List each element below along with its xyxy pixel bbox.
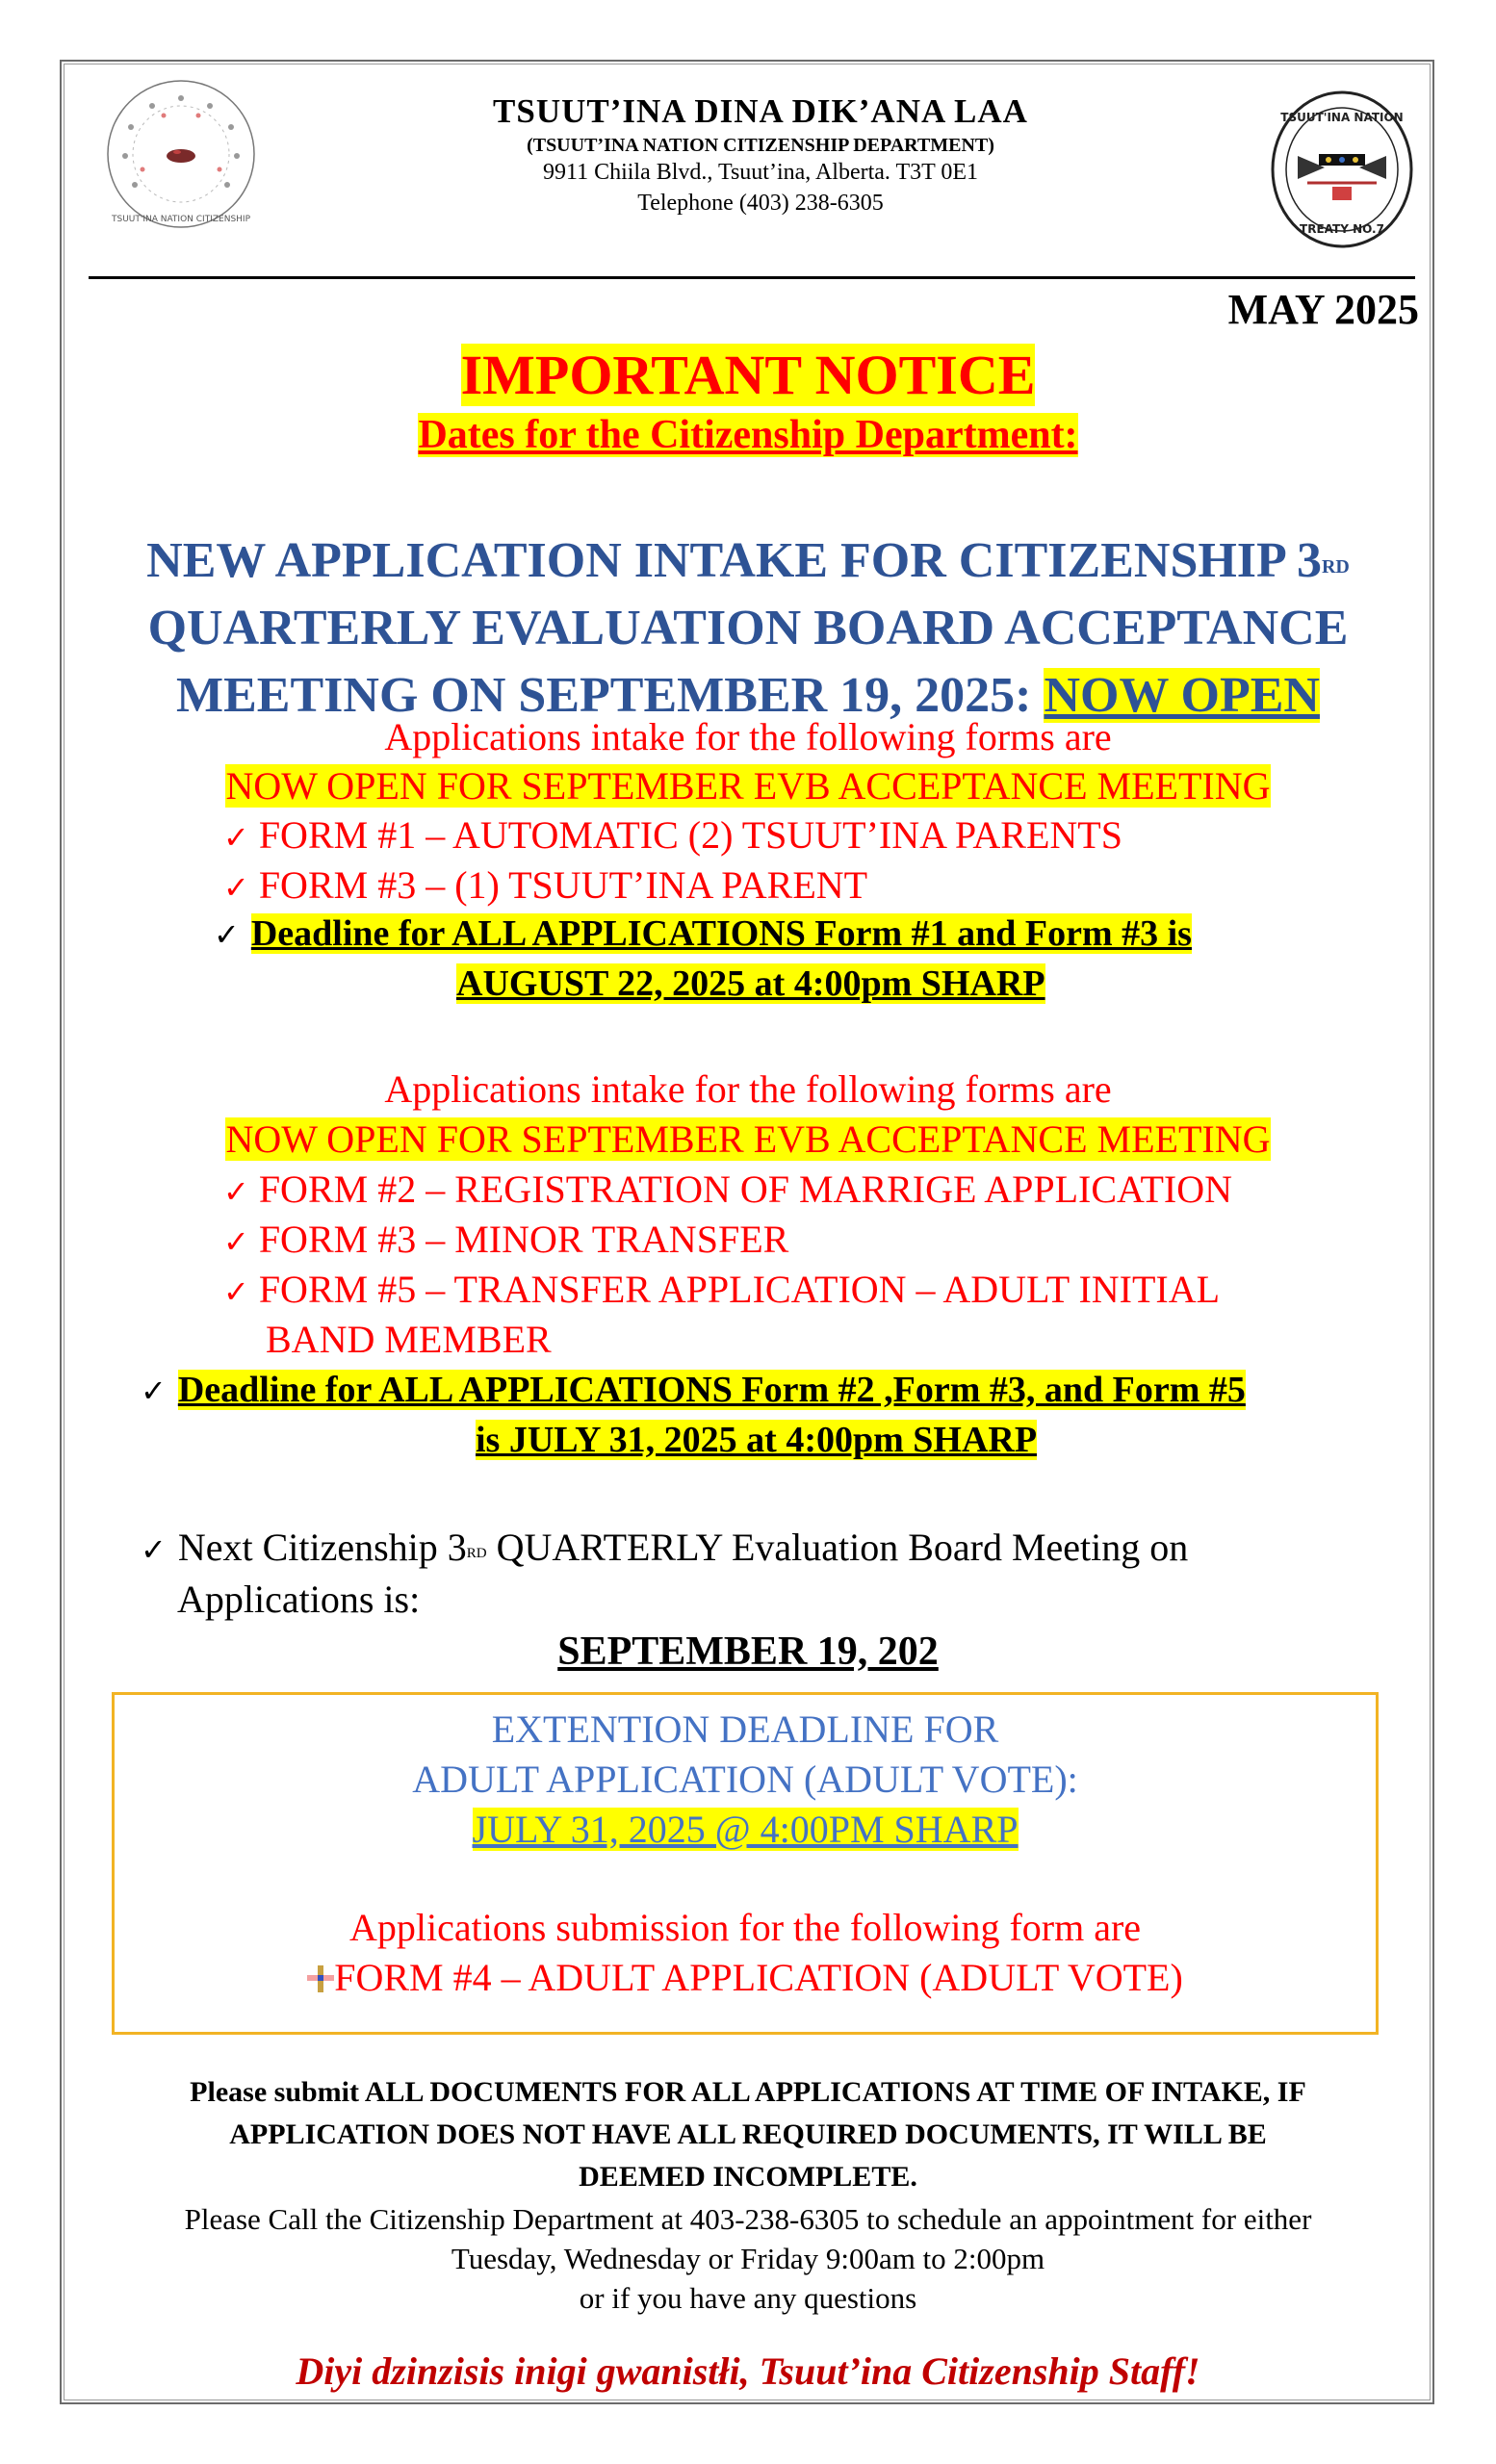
- checkmark-icon: ✓: [223, 869, 249, 906]
- checkmark-icon: ✓: [141, 1531, 167, 1568]
- notice-title: IMPORTANT NOTICE: [460, 344, 1036, 406]
- notice-subtitle: Dates for the Citizenship Department:: [418, 413, 1078, 457]
- svg-text:TSUUT'INA NATION CITIZENSHIP: TSUUT'INA NATION CITIZENSHIP: [111, 215, 251, 224]
- section1-item: ✓ FORM #3 – (1) TSUUT’INA PARENT: [223, 863, 868, 907]
- headline: NEW APPLICATION INTAKE FOR CITIZENSHIP 3RD QUARTERLY EVALUATION BOARD ACCEPTANCE MEETING ON SEPTEMBER 19, 2025: NOW OPEN: [146, 533, 1350, 723]
- section2-open-line: NOW OPEN FOR SEPTEMBER EVB ACCEPTANCE MEETING: [225, 1117, 1271, 1161]
- org-address: 9911 Chiila Blvd., Tsuut’ina, Alberta. T3T 0E1: [542, 160, 979, 185]
- section2-item-continued: BAND MEMBER: [266, 1318, 552, 1361]
- footer-warning-line2: APPLICATION DOES NOT HAVE ALL REQUIRED DOCUMENTS, IT WILL BE: [229, 2118, 1267, 2150]
- checkmark-icon: ✓: [214, 916, 240, 953]
- tsuutina-nation-seal-logo: [1269, 89, 1415, 250]
- extension-date: JULY 31, 2025 @ 4:00PM SHARP: [472, 1808, 1019, 1851]
- extension-deadline-box: [112, 1692, 1379, 2035]
- section2-deadline-date: is JULY 31, 2025 at 4:00pm SHARP: [476, 1420, 1038, 1460]
- section2-item: ✓ FORM #3 – MINOR TRANSFER: [223, 1218, 789, 1261]
- extension-form-item: FORM #4 – ADULT APPLICATION (ADULT VOTE): [115, 1955, 1376, 2000]
- extension-heading-line1: EXTENTION DEADLINE FOR: [491, 1707, 999, 1751]
- section1-intro: Applications intake for the following forms are: [384, 715, 1112, 758]
- footer-warning-line3: DEEMED INCOMPLETE.: [579, 2161, 917, 2193]
- section1-open-line: NOW OPEN FOR SEPTEMBER EVB ACCEPTANCE MEETING: [225, 764, 1271, 808]
- checkmark-icon: ✓: [223, 1223, 249, 1260]
- now-open-label: NOW OPEN: [1044, 668, 1320, 723]
- citizenship-seal-logo: [104, 77, 258, 231]
- section2-item: ✓ FORM #2 – REGISTRATION OF MARRIGE APPLICATION: [223, 1168, 1233, 1211]
- org-subtitle: (TSUUT’INA NATION CITIZENSHIP DEPARTMENT): [527, 135, 994, 156]
- checkmark-icon: ✓: [223, 1273, 249, 1310]
- section1-item: ✓ FORM #1 – AUTOMATIC (2) TSUUT’INA PARENTS: [223, 813, 1122, 857]
- checkmark-icon: ✓: [223, 1173, 249, 1210]
- section1-deadline-date: AUGUST 22, 2025 at 4:00pm SHARP: [456, 963, 1045, 1004]
- extension-intro: Applications submission for the following form are: [348, 1906, 1142, 1949]
- section2-deadline: ✓ Deadline for ALL APPLICATIONS Form #2 ,Form #3, and Form #5: [141, 1370, 1246, 1410]
- notice-date: MAY 2025: [1227, 286, 1419, 333]
- footer-call-line3: or if you have any questions: [579, 2281, 917, 2315]
- footer-call-line1: Please Call the Citizenship Department at 403-238-6305 to schedule an appointment for either: [184, 2202, 1312, 2236]
- section1-deadline: ✓ Deadline for ALL APPLICATIONS Form #1 and Form #3 is: [214, 913, 1192, 954]
- section2-item: ✓ FORM #5 – TRANSFER APPLICATION – ADULT INITIAL: [223, 1268, 1221, 1311]
- svg-text:TSUUT'INA NATION: TSUUT'INA NATION: [1280, 111, 1404, 124]
- bullet-cross-icon: [307, 1965, 334, 1992]
- checkmark-icon: ✓: [223, 819, 249, 856]
- checkmark-icon: ✓: [141, 1373, 167, 1409]
- next-meeting-info: ✓ Next Citizenship 3RD QUARTERLY Evaluation Board Meeting on Applications is:: [141, 1526, 1189, 1621]
- section2-intro: Applications intake for the following forms are: [384, 1067, 1112, 1111]
- svg-text:TREATY NO.7: TREATY NO.7: [1300, 222, 1384, 236]
- closing-signature: Diyi dzinzisis inigi gwanistłi, Tsuut’ina Citizenship Staff!: [296, 2349, 1200, 2393]
- org-title: TSUUT’INA DINA DIK’ANA LAA: [493, 92, 1028, 130]
- extension-heading-line2: ADULT APPLICATION (ADULT VOTE):: [412, 1758, 1078, 1801]
- footer-call-line2: Tuesday, Wednesday or Friday 9:00am to 2:00pm: [451, 2242, 1045, 2275]
- org-telephone: Telephone (403) 238-6305: [637, 191, 884, 216]
- footer-warning-line1: Please submit ALL DOCUMENTS FOR ALL APPLICATIONS AT TIME OF INTAKE, IF: [190, 2076, 1306, 2108]
- header-divider: [89, 276, 1415, 279]
- next-meeting-date: SEPTEMBER 19, 202: [557, 1630, 939, 1674]
